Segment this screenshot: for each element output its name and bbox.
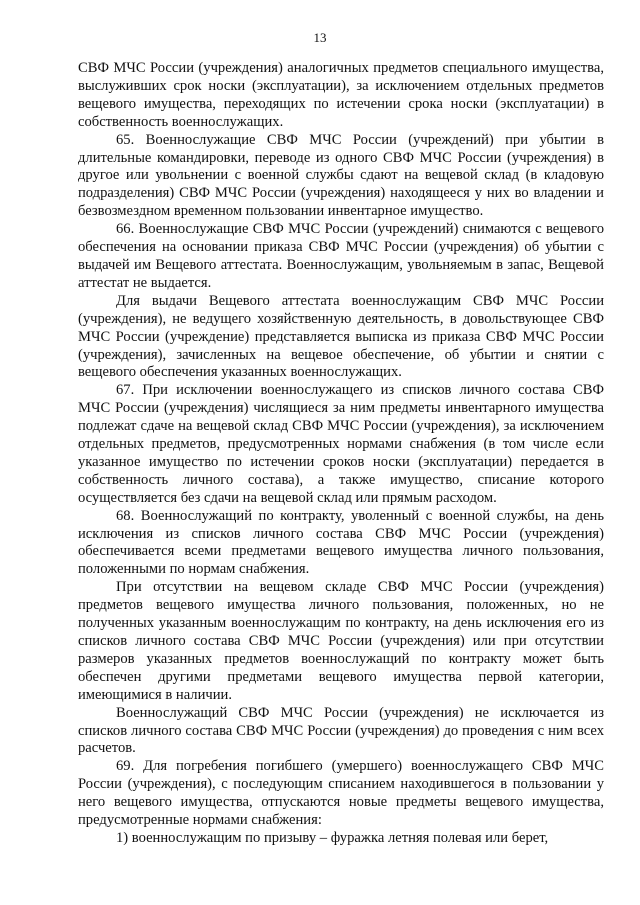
paragraph-item-67: 67. При исключении военнослужащего из списков личного состава СВФ МЧС России (учреждения) числящиеся за ним предметы инвентарного имущества подлежат сдаче на вещевой склад СВФ МЧС России (учреждения), за исключением отдельных предметов, предусмотренных нормами снабжения (в том числе если указанное имущество по истечении сроков носки (эксплуатации) передается в собственность личного состава), а также имущество, списание которого осуществляется без сдачи на вещевой склад или прямым расходом. — [78, 382, 604, 506]
paragraph-item-68-continued: При отсутствии на вещевом складе СВФ МЧС России (учреждения) предметов вещевого имущества личного пользования, положенных, но не полученных указанным военнослужащим по контракту, на день исключения его из списков личного состава СВФ МЧС России (учреждения) или при отсутствии размеров указанных предметов военнослужащий по контракту может быть обеспечен другими предметами вещевого имущества первой категории, имеющимися в наличии. — [78, 579, 604, 703]
document-body — [78, 60, 604, 848]
paragraph-item-66-continued: Для выдачи Вещевого аттестата военнослужащим СВФ МЧС России (учреждения), не ведущего хозяйственную деятельность, в довольствующее СВФ МЧС России (учреждение) представляется выписка из приказа СВФ МЧС России (учреждения), зачисленных на вещевое обеспечение, об убытии и снятии с вещевого обеспечения указанных военнослужащих. — [78, 292, 604, 381]
page-number: 13 — [313, 30, 327, 45]
paragraph-continuation: СВФ МЧС России (учреждения) аналогичных предметов специального имущества, выслуживших срок носки (эксплуатации), за исключением отдельных предметов вещевого имущества, переходящих по истечении срока носки (эксплуатации) в собственность военнослужащих. — [78, 60, 604, 130]
paragraph-item-69-subitem-1: 1) военнослужащим по призыву – фуражка летняя полевая или берет, — [116, 829, 549, 846]
paragraph-item-68: 68. Военнослужащий по контракту, уволенный с военной службы, на день исключения из списков личного состава СВФ МЧС России (учреждения) обеспечивается всеми предметами вещевого имущества личного пользования, положенными по нормам снабжения. — [78, 507, 604, 578]
paragraph-item-65: 65. Военнослужащие СВФ МЧС России (учреждений) при убытии в длительные командировки, переводе из одного СВФ МЧС России (учреждения) в другое или увольнении с военной службы сдают на вещевой склад (в кладовую подразделения) СВФ МЧС России (учреждения) находящееся у них во владении и безвозмездном временном пользовании инвентарное имущество. — [78, 131, 604, 220]
paragraph-item-69: 69. Для погребения погибшего (умершего) военнослужащего СВФ МЧС России (учреждения), с последующим списанием находившегося в пользовании у него вещевого имущества, отпускаются новые предметы вещевого имущества, предусмотренные нормами снабжения: — [78, 758, 604, 829]
paragraph-item-66: 66. Военнослужащие СВФ МЧС России (учреждений) снимаются с вещевого обеспечения на основании приказа СВФ МЧС России (учреждения) об убытии с выдачей им Вещевого аттестата. Военнослужащим, увольняемым в запас, Вещевой аттестат не выдается. — [78, 221, 604, 291]
paragraph-item-68-note: Военнослужащий СВФ МЧС России (учреждения) не исключается из списков личного состава СВФ МЧС России (учреждения) до проведения с ним всех расчетов. — [78, 704, 604, 757]
